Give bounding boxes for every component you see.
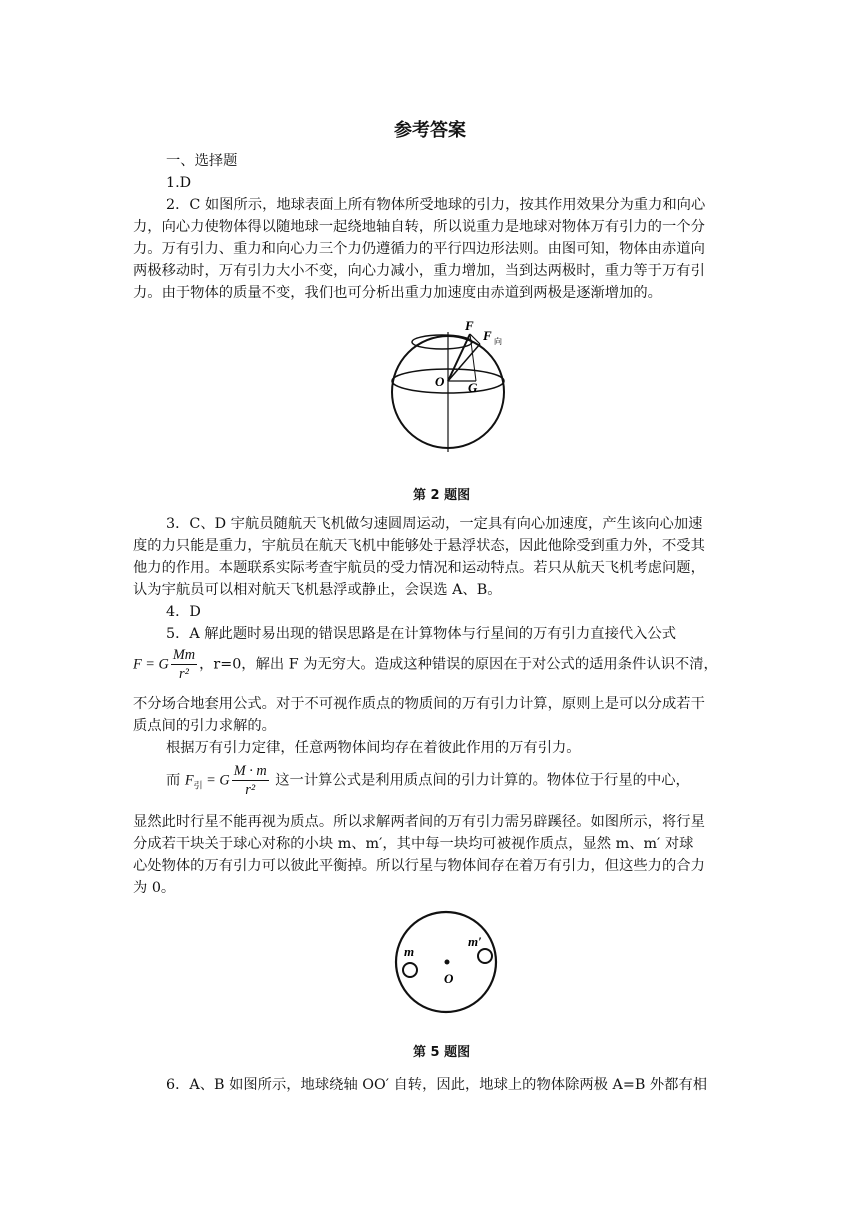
answer-4: 4．D [166, 604, 201, 620]
answer-2-line: 力，向心力使物体得以随地球一起绕地轴自转，所以说重力是地球对物体万有引力的一个分 [133, 219, 705, 235]
answer-1: 1.D [166, 175, 192, 191]
answer-3-line: 他力的作用。本题联系实际考查宇航员的受力情况和运动特点。若只从航天飞机考虑问题， [133, 560, 705, 576]
formula-2-num: M · m [233, 763, 267, 779]
formula-2-den: r² [245, 782, 256, 798]
formula-2-fraction [232, 762, 269, 799]
section-heading: 一、选择题 [166, 153, 238, 169]
answer-2-line: 力。万有引力、重力和向心力三个力仍遵循力的平行四边形法则。由图可知，物体由赤道向 [133, 241, 705, 257]
fig2-label-Fxiang: F [483, 328, 492, 343]
fig5-label-m: m [404, 944, 415, 959]
figure-2-globe [380, 312, 520, 462]
fig2-label-G: G [468, 380, 478, 395]
formula-1-fraction [171, 646, 197, 683]
answer-3-line: 3．C、D 宇航员随航天飞机做匀速圆周运动，一定具有向心加速度，产生该向心加速 [166, 516, 703, 532]
formula-2-lhs: F [184, 772, 194, 789]
formula-2-sub: 引 [193, 781, 203, 792]
answer-3-line: 认为宇航员可以相对航天飞机悬浮或静止，会误选 A、B。 [133, 582, 502, 598]
formula-2-tail: 这一计算公式是利用质点间的引力计算的。物体位于行星的中心， [270, 772, 690, 789]
formula-2-pre: 而 [166, 772, 185, 789]
answer-3-line: 度的力只能是重力，宇航员在航天飞机中能够处于悬浮状态，因此他除受到重力外，不受其 [133, 538, 705, 554]
answer-6-line: 6．A、B 如图所示，地球绕轴 OO′ 自转，因此，地球上的物体除两极 A=B 外都有相 [166, 1077, 708, 1093]
answer-5-more: 显然此时行星不能再视为质点。所以求解两者间的万有引力需另辟蹊径。如图所示，将行星 [133, 814, 705, 830]
answer-2-line: 力。由于物体的质量不变，我们也可分析出重力加速度由赤道到两极是逐渐增加的。 [133, 285, 662, 301]
answer-5-law: 根据万有引力定律，任意两物体间均存在着彼此作用的万有引力。 [166, 740, 581, 756]
formula-2-line [166, 762, 766, 799]
fig2-label-xiang: 向 [494, 337, 502, 346]
formula-1-num: Mm [172, 647, 196, 663]
formula-1-tail: ，r=0，解出 F 为无穷大。造成这种错误的原因在于对公式的适用条件认识不清， [199, 656, 718, 673]
answer-5-more: 心处物体的万有引力可以彼此平衡掉。所以行星与物体间存在着万有引力，但这些力的合力 [133, 858, 705, 874]
formula-1-lhs: F = G [133, 656, 169, 673]
page-title: 参考答案 [394, 120, 466, 141]
fig5-label-O: O [444, 971, 454, 986]
fig2-label-O: O [435, 374, 445, 389]
fig5-label-m2: m′ [468, 934, 482, 949]
formula-1-den: r² [179, 666, 189, 682]
figure-2-caption: 第 2 题图 [413, 488, 471, 503]
formula-2-eq: = G [202, 772, 230, 789]
answer-5-more: 分成若干块关于球心对称的小块 m、m′，其中每一块均可被视作质点，显然 m、m′ 对球 [133, 836, 694, 852]
answer-5-line: 质点间的引力求解的。 [133, 718, 276, 734]
figure-5-caption: 第 5 题图 [413, 1045, 471, 1060]
answer-5-more: 为 0。 [133, 880, 176, 896]
fig2-label-F: F [465, 318, 474, 333]
figure-5-planet [388, 906, 504, 1022]
answer-5-line: 不分场合地套用公式。对于不可视作质点的物质间的万有引力计算，原则上是可以分成若干 [133, 696, 705, 712]
answer-2-line: 2．C 如图所示，地球表面上所有物体所受地球的引力，按其作用效果分为重力和向心 [166, 197, 706, 213]
answer-5-line: 5．A 解此题时易出现的错误思路是在计算物体与行星间的万有引力直接代入公式 [166, 626, 677, 642]
answer-2-line: 两极移动时，万有引力大小不变，向心力减小，重力增加，当到达两极时，重力等于万有引 [133, 263, 705, 279]
formula-1-line [133, 646, 733, 683]
